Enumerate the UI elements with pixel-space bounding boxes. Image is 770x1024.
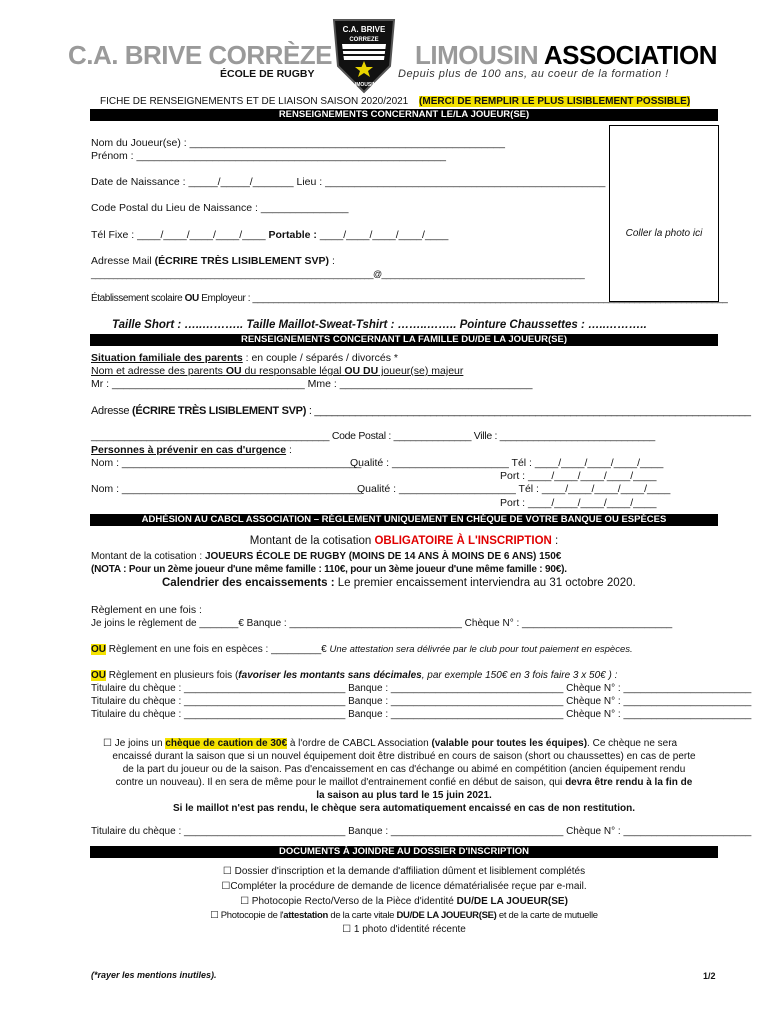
parents-names-field[interactable]: Mr : _________________________________ Mme : _________________________________ [91,378,533,390]
check-holder-3-field[interactable]: Titulaire du chèque : _____________________________ Banque : _______________________________ Chèque N° : _______________________ [91,709,752,720]
multi-payment-label [91,669,617,682]
page-number: 1/2 [703,971,716,981]
fee-amount-label: Montant de la cotisation : [91,551,205,562]
section-documents-header: DOCUMENTS À JOINDRE AU DOSSIER D'INSCRIPTION [90,846,718,858]
doc-item-3[interactable] [90,895,718,908]
logo-text-1: C.A. BRIVE [342,25,386,34]
doc-item-3-bold: DU/DE LA JOUEUR(SE) [456,896,568,907]
check-holder-4-field[interactable]: Titulaire du chèque : _____________________________ Banque : _______________________________ Chèque N° : _______________________ [91,826,752,837]
emergency-2-mobile-field[interactable]: Port : ____/____/____/____/____ [500,497,657,509]
form-title-note: (MERCI DE REMPLIR LE PLUS LISIBLEMENT POSSIBLE) [419,96,691,107]
photo-box-label: Coller la photo ici [625,228,703,239]
emergency-1-quality-field[interactable]: Qualité : ____________________ Tél : ____/____/____/____/____ [350,457,664,469]
school-employer-field[interactable] [91,292,727,305]
email-label-b: (ÉCRIRE TRÈS LISIBLEMENT SVP) [154,255,330,267]
school-or: OU [184,293,199,304]
family-situation-options[interactable]: : en couple / séparés / divorcés * [242,352,398,364]
check-holder-2-field[interactable]: Titulaire du chèque : _____________________________ Banque : _______________________________ Chèque N° : _______________________ [91,696,752,707]
payment-calendar-label: Calendrier des encaissements : [162,577,338,589]
parents-label-c: joueur(se) majeur [378,365,464,377]
family-address-field[interactable] [91,405,751,418]
fee-heading [90,535,718,548]
cash-payment-field[interactable] [91,643,633,656]
employer-field[interactable]: Employeur : ____________________________________________________________________________________________ [198,293,728,304]
birth-postal-code-field[interactable]: Code Postal du Lieu de Naissance : _______________ [91,202,349,214]
parents-label-or1: OU [225,365,242,377]
club-name: C.A. BRIVE CORRÈZE [68,40,333,70]
parents-label-b: du responsable légal [241,365,345,377]
fee-amount [91,550,561,563]
photo-box[interactable] [609,125,719,302]
family-situation[interactable] [91,352,398,365]
club-shield-logo [328,14,400,94]
emergency-2-quality-field[interactable]: Qualité : ____________________ Tél : ____/____/____/____/____ [357,483,671,495]
email-label-a: Adresse Mail [91,255,155,267]
deposit-text-line-4b: devra être rendu à la fin de [565,777,693,788]
address-label-b: (ÉCRIRE TRÈS LISIBLEMENT SVP) [132,405,307,417]
single-payment-label: Règlement en une fois : [91,604,202,616]
single-payment-check-field[interactable]: Je joins le règlement de _______€ Banque : _______________________________ Chèque N° : ___________________________ [91,618,673,629]
emergency-label-text: Personnes à prévenir en cas d'urgence [91,444,287,456]
emergency-label-colon: : [286,444,292,456]
deposit-text-line-3: de la part du joueur ou de la saison. Pas d'encaissement en cas d'échange ou abimé en compétition (ancien équipement rendu [122,764,686,775]
parents-label [91,365,463,378]
address-label-a: Adresse [91,405,133,417]
form-title [100,95,690,108]
doc-item-5[interactable]: ☐ 1 photo d'identité récente [342,924,466,935]
logo-text-3: LIMOUSIN [351,82,377,88]
payment-calendar [162,577,636,590]
parents-label-or2: OU DU [344,365,379,377]
deposit-text-c: . Ce chèque ne sera [587,738,678,749]
club-subtitle: ÉCOLE DE RUGBY [220,68,315,80]
postal-city-field[interactable]: ___________________________________________ Code Postal : ______________ Ville : ____________________________ [91,430,655,442]
fee-heading-mandatory: OBLIGATOIRE À L'INSCRIPTION [374,535,552,547]
form-title-text: FICHE DE RENSEIGNEMENTS ET DE LIAISON SAISON 2020/2021 [100,96,409,107]
doc-item-4[interactable] [90,909,718,922]
emergency-1-mobile-field[interactable]: Port : ____/____/____/____/____ [500,470,657,482]
family-situation-label: Situation familiale des parents [91,352,243,364]
doc-item-1[interactable]: ☐ Dossier d'inscription et la demande d'affiliation dûment et lisiblement complétés [222,866,586,877]
doc-item-4-c: de la carte vitale [328,910,397,921]
association-name-a: LIMOUSIN [415,40,539,70]
email-label-c: : [329,255,335,267]
sizes-field[interactable]: Taille Short : …..……….. Taille Maillot-Sweat-Tshirt : ……..…….. Pointure Chaussettes : …..……….. [112,319,647,331]
deposit-checkbox-label[interactable]: ☐ Je joins un [103,738,166,749]
mobile-label: Portable : [268,229,317,241]
cash-note: Une attestation sera délivrée par le club pour tout paiement en espèces. [329,644,633,655]
address-line-1[interactable]: : ___________________________________________________________________________ [306,405,751,417]
section-membership-header: ADHÉSION AU CABCL ASSOCIATION – RÈGLEMENT UNIQUEMENT EN CHÈQUE DE VOTRE BANQUE OU ESPÈCES [90,514,718,526]
landline-field[interactable]: Tél Fixe : ____/____/____/____/____ [91,229,269,241]
section-player-header: RENSEIGNEMENTS CONCERNANT LE/LA JOUEUR(SE) [90,109,718,121]
deposit-checkbox[interactable] [103,737,677,750]
doc-item-4-b: attestation [283,910,329,921]
doc-item-3-text[interactable]: ☐ Photocopie Recto/Verso de la Pièce d'identité [240,896,457,907]
emergency-label [91,444,292,457]
logo-text-2: CORREZE [349,37,379,43]
multi-label-b: favoriser les montants sans décimales [238,670,422,681]
mobile-field[interactable]: ____/____/____/____/____ [316,229,449,241]
birth-date-field[interactable]: Date de Naissance : _____/_____/_______ Lieu : ________________________________________________ [91,176,606,188]
phone-field[interactable] [91,229,448,242]
deposit-text-line-2: encaissé durant la saison que si un nouvel équipement doit être distribué en cours de saison (short ou chaussettes) en cas de perte [112,751,696,762]
emergency-1-name-field[interactable]: Nom : _________________________________________ [91,457,362,469]
check-holder-1-field[interactable]: Titulaire du chèque : _____________________________ Banque : _______________________________ Chèque N° : _______________________ [91,683,752,694]
doc-item-4-a[interactable]: ☐ Photocopie de l' [210,910,284,921]
player-name-field[interactable]: Nom du Joueur(se) : ______________________________________________________ [91,137,505,149]
multi-or-badge: OU [91,670,106,681]
fee-heading-a: Montant de la cotisation [249,535,375,547]
deposit-text-a: à l'ordre de CABCL Association [287,738,432,749]
deposit-text-line-5: la saison au plus tard le 15 juin 2021. [316,790,492,801]
section-family-header: RENSEIGNEMENTS CONCERNANT LA FAMILLE DU/DE LA JOUEUR(SE) [90,334,718,346]
email-field[interactable]: ________________________________________________________________@______________________________________________ [91,269,585,279]
player-firstname-field[interactable]: Prénom : _____________________________________________________ [91,150,447,162]
cash-or-badge: OU [91,644,106,655]
footer-note: (*rayer les mentions inutiles). [91,970,217,980]
fee-nota: (NOTA : Pour un 2ème joueur d'une même famille : 110€, pour un 3ème joueur d'une même famille : 90€). [91,564,567,575]
deposit-highlight: chèque de caution de 30€ [165,738,288,749]
association-name [415,40,717,71]
doc-item-4-d: DU/DE LA JOUEUR(SE) [396,910,497,921]
association-tagline: Depuis plus de 100 ans, au coeur de la formation ! [398,68,669,80]
cash-amount-field[interactable]: Règlement en une fois en espèces : _________€ [106,644,330,655]
fee-heading-b: : [551,535,559,547]
doc-item-4-e: et de la carte de mutuelle [496,910,598,921]
multi-label-a: Règlement en plusieurs fois ( [106,670,239,681]
deposit-text-line-6: Si le maillot n'est pas rendu, le chèque sera automatiquement encaissé en cas de non restitution. [173,803,635,814]
deposit-text-line-4 [90,776,718,789]
deposit-text-line-4a: contre un nouveau). Il en sera de même pour le maillot d'entrainement confié en début de saison, qui [115,777,566,788]
multi-label-c: , par exemple 150€ en 3 fois faire 3 x 50€ ) : [421,670,618,681]
school-label: Établissement scolaire [91,293,185,304]
fee-amount-value: JOUEURS ÉCOLE DE RUGBY (MOINS DE 14 ANS À MOINS DE 6 ANS) 150€ [204,551,562,562]
payment-calendar-text: Le premier encaissement interviendra au 31 octobre 2020. [337,577,636,589]
emergency-2-name-field[interactable]: Nom : _________________________________________ [91,483,362,495]
doc-item-2[interactable]: ☐Compléter la procédure de demande de licence dématérialisée reçue par e-mail. [221,881,587,892]
deposit-text-bold: (valable pour toutes les équipes) [431,738,588,749]
parents-label-a: Nom et adresse des parents [91,365,226,377]
association-name-b: ASSOCIATION [543,40,718,70]
email-label [91,255,335,268]
